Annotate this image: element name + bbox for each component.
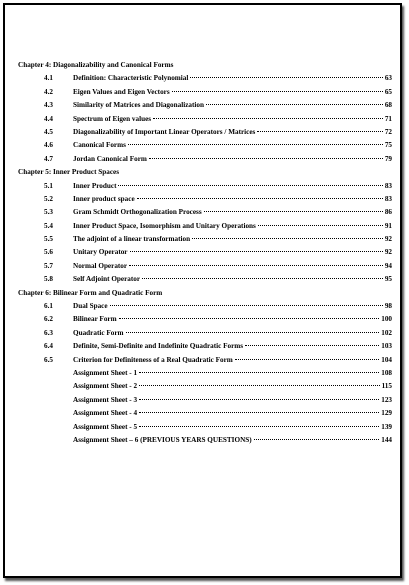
chapter-heading: Chapter 6: Bilinear Form and Quadratic Form — [18, 288, 163, 297]
dot-leader — [139, 399, 379, 400]
entry-title: Inner Product — [73, 181, 117, 190]
page-number: 115 — [381, 382, 392, 391]
page-number: 71 — [384, 114, 392, 123]
chapter-heading: Chapter 5: Inner Product Spaces — [18, 168, 120, 177]
dot-leader — [118, 185, 382, 186]
entry-title: Gram Schmidt Orthogonalization Process — [73, 208, 202, 217]
dot-leader — [142, 278, 383, 279]
entry-title: Assignment Sheet - 5 — [73, 422, 138, 431]
toc-entry — [18, 72, 392, 85]
page-number: 68 — [384, 101, 392, 110]
page-number: 139 — [381, 422, 392, 431]
toc-entry — [18, 86, 392, 99]
toc-entry — [18, 193, 392, 206]
page-number: 83 — [384, 181, 392, 190]
toc-entry — [18, 220, 392, 233]
toc-entry — [18, 313, 392, 326]
dot-leader — [204, 211, 383, 212]
section-number: 5.5 — [44, 235, 53, 244]
section-number: 5.4 — [44, 221, 53, 230]
section-number: 5.6 — [44, 248, 53, 257]
entry-title: Bilinear Form — [73, 315, 117, 324]
entry-title: Normal Operator — [73, 261, 128, 270]
entry-title: Spectrum of Eigen values — [73, 114, 152, 123]
entry-title: Assignment Sheet – 6 (PREVIOUS YEARS QUESTIONS) — [73, 435, 252, 444]
section-number: 6.4 — [44, 342, 53, 351]
page-number: 94 — [384, 261, 392, 270]
page-number: 100 — [381, 315, 392, 324]
section-number: 5.2 — [44, 194, 53, 203]
entry-title: Criterion for Definiteness of a Real Quadratic Form — [73, 355, 233, 364]
toc-entry — [18, 327, 392, 340]
section-number: 4.5 — [44, 127, 53, 136]
section-number: 4.2 — [44, 87, 53, 96]
entry-title: Dual Space — [73, 302, 108, 311]
page-number: 92 — [384, 248, 392, 257]
dot-leader — [172, 91, 383, 92]
dot-leader — [192, 238, 383, 239]
section-number: 4.1 — [44, 74, 53, 83]
document-page — [3, 3, 402, 578]
section-number: 4.6 — [44, 141, 53, 150]
toc-entry — [18, 300, 392, 313]
toc-entry — [18, 153, 392, 166]
page-number: 123 — [381, 395, 392, 404]
dot-leader — [257, 131, 382, 132]
page-number: 103 — [381, 342, 392, 351]
dot-leader — [126, 332, 380, 333]
entry-title: The adjoint of a linear transformation — [73, 235, 191, 244]
page-number: 91 — [384, 221, 392, 230]
toc-entry — [18, 99, 392, 112]
dot-leader — [139, 372, 379, 373]
toc-entry — [18, 260, 392, 273]
entry-title: Definition: Characteristic Polynomial — [73, 74, 189, 83]
assignment-entry — [18, 367, 392, 380]
toc-entry — [18, 246, 392, 259]
entry-title: Diagonalizability of Important Linear Operators / Matrices — [73, 127, 256, 136]
section-number: 4.3 — [44, 101, 53, 110]
toc-entry — [18, 180, 392, 193]
assignment-entry — [18, 407, 392, 420]
toc-entry — [18, 340, 392, 353]
dot-leader — [110, 305, 383, 306]
dot-leader — [139, 426, 379, 427]
section-number: 5.3 — [44, 208, 53, 217]
toc-entry — [18, 233, 392, 246]
page-number: 102 — [381, 328, 392, 337]
toc-entry — [18, 113, 392, 126]
entry-title: Definite, Semi-Definite and Indefinite Quadratic Forms — [73, 342, 244, 351]
dot-leader — [149, 158, 383, 159]
toc-entry — [18, 273, 392, 286]
dot-leader — [245, 345, 379, 346]
toc-entry — [18, 126, 392, 139]
dot-leader — [137, 198, 383, 199]
toc-entry — [18, 354, 392, 367]
page-number: 75 — [384, 141, 392, 150]
page-number: 86 — [384, 208, 392, 217]
assignment-entry — [18, 394, 392, 407]
toc-entry — [18, 139, 392, 152]
dot-leader — [190, 77, 382, 78]
page-number: 72 — [384, 127, 392, 136]
assignment-entry — [18, 434, 392, 447]
chapter-heading: Chapter 4: Diagonalizability and Canonical Forms — [18, 61, 174, 69]
entry-title: Self Adjoint Operator — [73, 275, 141, 284]
entry-title: Inner product space — [73, 194, 135, 203]
section-number: 6.2 — [44, 315, 53, 324]
page-number: 83 — [384, 194, 392, 203]
section-number: 5.7 — [44, 261, 53, 270]
dot-leader — [258, 225, 383, 226]
entry-title: Unitary Operator — [73, 248, 128, 257]
page-number: 95 — [384, 275, 392, 284]
entry-title: Assignment Sheet - 1 — [73, 368, 138, 377]
dot-leader — [119, 318, 380, 319]
entry-title: Canonical Forms — [73, 141, 126, 150]
dot-leader — [129, 265, 383, 266]
entry-title: Jordan Canonical Form — [73, 154, 147, 163]
entry-title: Assignment Sheet - 4 — [73, 409, 138, 418]
dot-leader — [130, 251, 383, 252]
section-number: 6.1 — [44, 302, 53, 311]
page-number: 144 — [381, 435, 392, 444]
entry-title: Assignment Sheet - 3 — [73, 395, 138, 404]
entry-title: Inner Product Space, Isomorphism and Unitary Operations — [73, 221, 256, 230]
page-number: 79 — [384, 154, 392, 163]
dot-leader — [139, 385, 380, 386]
dot-leader — [235, 359, 379, 360]
page-number: 63 — [384, 74, 392, 83]
dot-leader — [128, 144, 383, 145]
page-number: 92 — [384, 235, 392, 244]
entry-title: Assignment Sheet - 2 — [73, 382, 138, 391]
page-number: 65 — [384, 87, 392, 96]
page-number: 129 — [381, 409, 392, 418]
toc-entry — [18, 206, 392, 219]
entry-title: Similarity of Matrices and Diagonalization — [73, 101, 204, 110]
assignment-entry — [18, 421, 392, 434]
assignment-entry — [18, 380, 392, 393]
table-of-contents — [18, 59, 392, 447]
section-number: 6.3 — [44, 328, 53, 337]
section-number: 5.1 — [44, 181, 53, 190]
entry-title: Quadratic Form — [73, 328, 124, 337]
section-number: 6.5 — [44, 355, 53, 364]
entry-title: Eigen Values and Eigen Vectors — [73, 87, 170, 96]
page-number: 104 — [381, 355, 392, 364]
page-number: 98 — [384, 302, 392, 311]
page-number: 108 — [381, 368, 392, 377]
section-number: 5.8 — [44, 275, 53, 284]
section-number: 4.4 — [44, 114, 53, 123]
section-number: 4.7 — [44, 154, 53, 163]
dot-leader — [254, 439, 380, 440]
dot-leader — [153, 118, 383, 119]
dot-leader — [139, 412, 379, 413]
dot-leader — [206, 104, 383, 105]
